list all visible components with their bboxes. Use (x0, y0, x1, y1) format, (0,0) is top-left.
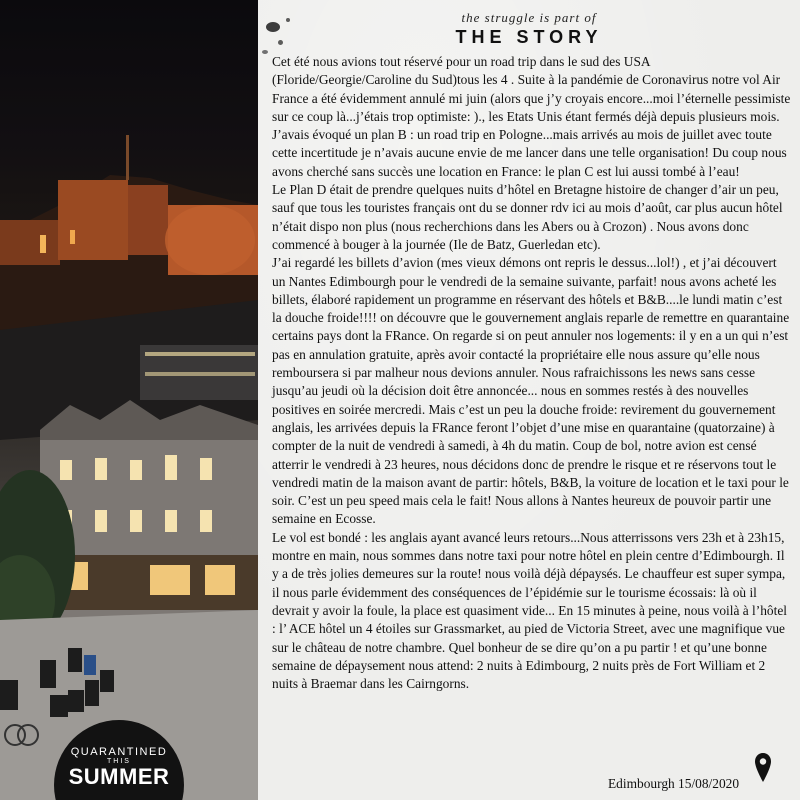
story-paragraph: Cet été nous avions tout réservé pour un road trip dans le sud des USA (Floride/Georgie/Caroline du Sud)tous les 4 . Suite à la pandémie de Coronavirus notre vol Air France a été évidemment annulé mi juin (alors que j’y croyais encore...moi l’éternelle pessimiste sur ce coup là...j’étais trop optimiste: )., les Etats Unis étant fermés déjà depuis plusieurs mois. (272, 54, 791, 124)
ink-splatter (262, 50, 268, 54)
story-paragraph: J’avais évoqué un plan B : un road trip en Pologne...mais arrivés au mois de juillet avec toute cette incertitude je n’avais aucune envie de me lancer dans une telle organisation! Du coup nous avons cherché sans succès une location en France: le plan C est lui aussi tombé à l’eau! (272, 127, 787, 179)
story-paragraph: Le Plan D était de prendre quelques nuits d’hôtel en Bretagne histoire de changer d’air un peu, sauf que tous les touristes français ont du se donner rdv ici au mois d’août, car plus aucun hôtel n’était dispo non plus (nous recherchions dans les Abers ou à Crozon) . Nous avons donc commencé à bouger à la journée (Ile de Batz, Guerledan etc). (272, 182, 783, 252)
map-pin-icon (754, 752, 772, 784)
story-paragraph: Le vol est bondé : les anglais ayant avancé leurs retours...Nous atterrissons vers 23h et à 23h15, montre en main, nous sommes dans notre taxi pour notre hôtel en plein centre d’Edimbourgh. Il y a de très jolies demeures sur la route! nous voilà déjà dépaysés. Le chauffeur est super sympa, il nous parle évidemment des conséquences de l’épidémie sur le tourisme écossais: là où il devrait y avoir la foule, la place est quasiment vide... En 15 minutes à peine, nous voilà à l’hôtel : l’ ACE hôtel un 4 étoiles sur Grassmarket, au pied de Victoria Street, avec une magnifique vue sur le château de notre chambre. Quel bonheur de se dire qu’on a pu partir ! et qu’une bonne semaine de dépaysement nous attend: 2 nuits à Edimbourg, 2 nuits près de Fort William et 2 nuits à Braemar dans les Cairngorns. (272, 529, 788, 692)
badge-middle-text: THIS (107, 758, 131, 765)
edinburgh-night-photo (0, 0, 258, 800)
badge-main-text: SUMMER (68, 764, 170, 789)
story-text (272, 53, 792, 693)
story-title: THE STORY (455, 27, 603, 47)
badge-top-text: QUARANTINED (70, 746, 168, 758)
story-date-location: Edimbourgh 15/08/2020 (608, 776, 740, 791)
story-tagline: the struggle is part of (461, 10, 597, 25)
journal-paper (258, 0, 800, 800)
photo-illustration (0, 0, 258, 800)
story-paragraph: J’ai regardé les billets d’avion (mes vieux démons ont repris le dessus...lol!) , et j’ai découvert un Nantes Edimbourgh pour le vendredi de la semaine suivante, parfait! nous avons acheté les billets, élaboré rapidement un programme en réservant des hôtels et B&B....le lundi matin c’est la douche froide!!!! on découvre que le gouvernement anglais reparle de remettre en quarantaine certains pays dont la FRance. On regarde si on peut annuler nos logements: il y en a un qui n’est pas en annulation gratuite, après avoir contacté la propriétaire elle nous assure qu’elle nous remboursera si par malheur nous devions annuler. Nous rafraichissons les news sans cesse jusqu’au jeudi où la décision doit être annoncée... nous en sommes restés à des nouvelles positives en soirée mercredi. Mais c’est un peu la douche froide: revirement du gouvernement anglais, les arrivées depuis la FRance feront l’objet d’une mise en quarantaine (quatorzaine) à compter de la nuit de vendredi à samedi, à 4h du matin. Coup de bol, notre avion est censé atterrir le vendredi à 23 heures, nous décidons donc de prendre le risque et re réservons tout le vendredi matin de la maison avant de partir: hôtels, B&B, la voiture de location et le taxi pour le soir. C’est un peu speed mais cela le fait! Nous allons à Nantes heureux de pouvoir partir une semaine en Ecosse. (272, 255, 790, 527)
